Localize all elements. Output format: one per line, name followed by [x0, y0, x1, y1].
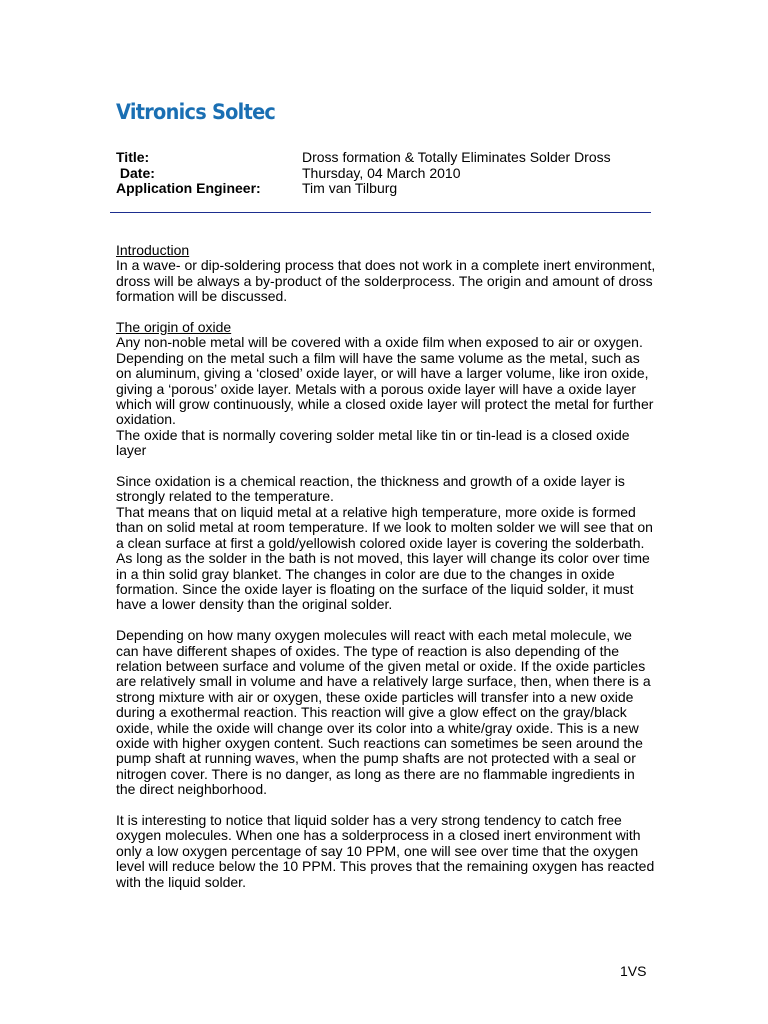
paragraph-oxidation-1: Since oxidation is a chemical reaction, the thickness and growth of a oxide layer is strongly related to the temperature.: [116, 473, 625, 505]
document-meta: [116, 150, 656, 197]
paragraph-origin-2: The oxide that is normally covering solder metal like tin or tin-lead is a closed oxide layer: [116, 426, 630, 459]
meta-row-date: [116, 166, 656, 182]
paragraph-gap: [116, 613, 656, 628]
paragraph-liquid-solder: It is interesting to notice that liquid solder has a very strong tendency to catch free oxygen molecules. When one has a solderprocess in a closed inert environment with only a low oxygen percentage of say 10 PPM, one will see over time that the oxygen level will reduce below the 10 PPM. This proves that the remaining oxygen has reacted with the liquid solder.: [116, 811, 655, 890]
meta-title-value: Dross formation & Totally Eliminates Solder Dross: [302, 149, 611, 165]
paragraph-gap: [116, 798, 656, 813]
meta-row-title: [116, 150, 656, 166]
meta-date-label: Date:: [116, 164, 155, 181]
header-divider: [110, 212, 651, 213]
company-logo: Vitronics Soltec: [116, 100, 276, 124]
paragraph-oxide-shapes: Depending on how many oxygen molecules will react with each metal molecule, we can have different shapes of oxides. The type of reaction is also depending of the relation between surface and volume of the given metal or oxide. If the oxide particles are relatively small in volume and have a relatively large surface, then, when there is a strong mixture with air or oxygen, these oxide particles will transfer into a new oxide during a exothermal reaction. This reaction will give a glow effect on the gray/black oxide, while the oxide will change over its color into a white/gray oxide. This is a new oxide with higher oxygen content. Such reactions can sometimes be seen around the pump shaft at running waves, when the pump shafts are not protected with a seal or nitrogen cover. There is no danger, as long as there are no flammable ingredients in the direct neighborhood.: [116, 627, 651, 798]
meta-row-engineer: [116, 181, 656, 197]
paragraph-introduction: In a wave- or dip-soldering process that does not work in a complete inert environment, dross will be always a by-product of the solderprocess. The origin and amount of dross formation will be discussed.: [116, 257, 656, 305]
paragraph-gap: [116, 305, 656, 320]
meta-date-value: Thursday, 04 March 2010: [302, 164, 461, 181]
page-number: 1VS: [620, 963, 647, 979]
section-heading-origin-of-oxide: The origin of oxide: [116, 319, 232, 336]
document-body: [116, 243, 656, 890]
section-heading-introduction: Introduction: [116, 242, 190, 258]
paragraph-gap: [116, 459, 656, 474]
meta-engineer-label: Application Engineer:: [116, 180, 261, 196]
meta-title-label: Title:: [116, 149, 150, 165]
paragraph-origin-1: Any non-noble metal will be covered with a oxide film when exposed to air or oxygen. Depending on the metal such a film will have the same volume as the metal, such as on aluminum, giving a ‘closed’ oxide layer, or will have a larger volume, like iron oxide, giving a ‘porous’ oxide layer. Metals with a porous oxide layer will have a oxide layer which will grow continuously, while a closed oxide layer will protect the metal for further oxidation.: [116, 334, 654, 428]
meta-engineer-value: Tim van Tilburg: [302, 180, 398, 196]
paragraph-oxidation-2: That means that on liquid metal at a relative high temperature, more oxide is formed than on solid metal at room temperature. If we look to molten solder we will see that on a clean surface at first a gold/yellowish colored oxide layer is covering the solderbath. As long as the solder in the bath is not moved, this layer will change its color over time in a thin solid gray blanket. The changes in color are due to the changes in oxide formation. Since the oxide layer is floating on the surface of the liquid solder, it must have a lower density than the original solder.: [116, 503, 653, 613]
